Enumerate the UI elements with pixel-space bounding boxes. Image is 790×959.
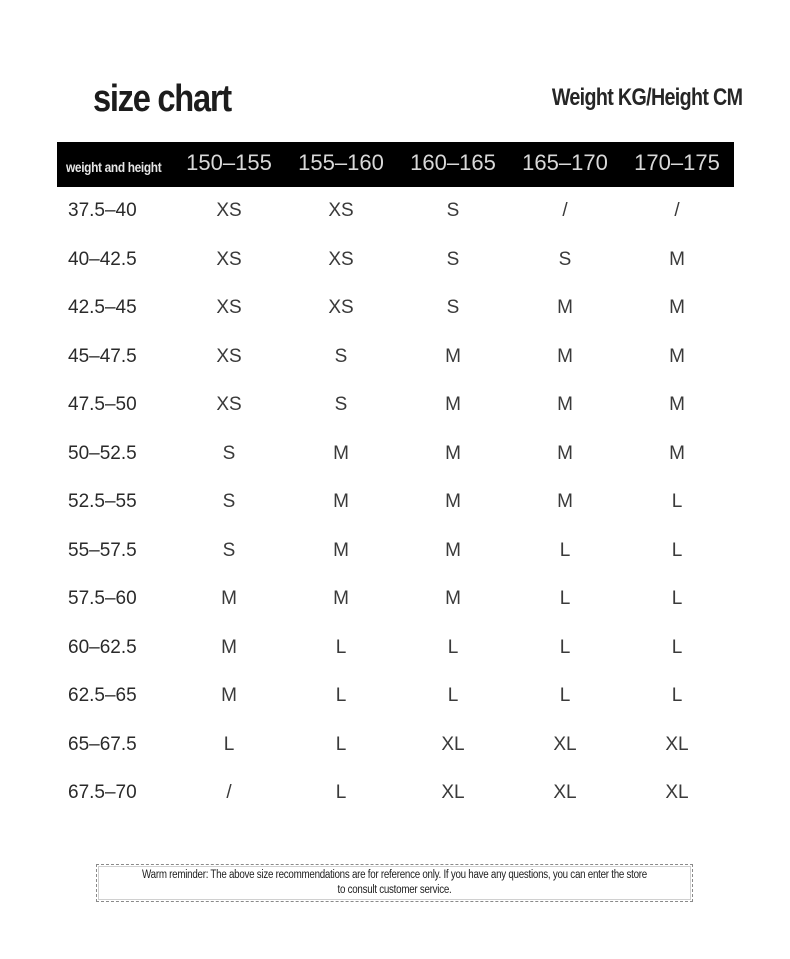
size-cell: M (333, 491, 349, 512)
table-row (57, 430, 734, 478)
units-subtitle: Weight KG/Height CM (551, 84, 742, 111)
size-cell: S (222, 539, 236, 561)
weight-range-label: 55–57.5 (68, 539, 137, 561)
header-height-range: 160–165 (410, 150, 496, 175)
size-cell: L (335, 636, 347, 658)
header-height-range: 155–160 (298, 150, 384, 175)
size-cell: XL (553, 733, 577, 755)
size-cell: M (557, 394, 573, 415)
size-cell: M (445, 442, 461, 464)
size-cell: L (335, 782, 347, 803)
table-row (57, 284, 734, 332)
size-cell: XL (441, 733, 465, 755)
size-cell: L (671, 491, 683, 512)
size-cell: L (559, 636, 571, 658)
table-row (57, 236, 734, 284)
size-cell: M (333, 442, 349, 464)
size-cell: / (226, 782, 232, 803)
size-cell: S (446, 248, 460, 270)
size-cell: XL (665, 782, 689, 803)
size-cell: L (671, 539, 683, 561)
size-cell: XS (328, 248, 354, 270)
header-height-range: 165–170 (522, 150, 608, 175)
size-cell: M (557, 345, 573, 367)
size-cell: L (671, 588, 683, 609)
warm-reminder-box (96, 864, 693, 902)
table-row (57, 721, 734, 769)
weight-range-label: 67.5–70 (68, 782, 137, 803)
size-cell: M (445, 394, 461, 415)
size-cell: M (445, 491, 461, 512)
size-cell: XS (216, 200, 242, 221)
size-cell: XS (328, 297, 354, 318)
size-cell: S (446, 200, 460, 221)
size-cell: M (445, 588, 461, 609)
size-cell: L (335, 733, 347, 755)
table-row (57, 333, 734, 381)
table-row (57, 187, 734, 235)
size-cell: XS (216, 345, 242, 367)
size-cell: M (333, 539, 349, 561)
size-cell: L (335, 685, 347, 706)
size-cell: M (557, 297, 573, 318)
table-header (57, 142, 734, 187)
size-cell: L (671, 685, 683, 706)
weight-range-label: 42.5–45 (68, 297, 137, 318)
weight-range-label: 52.5–55 (68, 491, 137, 512)
weight-range-label: 60–62.5 (68, 636, 137, 658)
size-cell: / (562, 200, 568, 221)
size-cell: S (334, 394, 348, 415)
size-cell: L (447, 685, 459, 706)
size-cell: S (222, 491, 236, 512)
size-cell: M (333, 588, 349, 609)
size-cell: L (559, 588, 571, 609)
size-cell: XS (216, 297, 242, 318)
table-row (57, 478, 734, 526)
weight-range-label: 40–42.5 (68, 248, 137, 270)
size-cell: L (447, 636, 459, 658)
weight-range-label: 57.5–60 (68, 588, 137, 609)
size-cell: S (558, 248, 572, 270)
table-row (57, 575, 734, 623)
size-cell: M (557, 491, 573, 512)
size-cell: M (221, 685, 237, 706)
size-cell: L (559, 685, 571, 706)
weight-range-label: 45–47.5 (68, 345, 137, 367)
size-cell: S (446, 297, 460, 318)
weight-range-label: 62.5–65 (68, 685, 137, 706)
size-cell: XS (216, 394, 242, 415)
weight-range-label: 47.5–50 (68, 394, 137, 415)
size-cell: M (445, 345, 461, 367)
size-cell: S (334, 345, 348, 367)
size-cell: M (221, 588, 237, 609)
size-cell: XL (441, 782, 465, 803)
size-cell: M (669, 394, 685, 415)
header-height-range: 170–175 (634, 150, 720, 175)
size-cell: L (223, 733, 235, 755)
size-cell: M (445, 539, 461, 561)
size-cell: M (221, 636, 237, 658)
size-cell: M (669, 442, 685, 464)
size-cell: L (671, 636, 683, 658)
size-cell: M (669, 297, 685, 318)
size-cell: XL (553, 782, 577, 803)
size-cell: XS (328, 200, 354, 221)
size-cell: M (669, 345, 685, 367)
size-cell: XS (216, 248, 242, 270)
table-row (57, 624, 734, 672)
table-row (57, 381, 734, 429)
table-row (57, 527, 734, 575)
table-row (57, 769, 734, 817)
page-title: size chart (93, 78, 231, 120)
table-row (57, 672, 734, 720)
header-corner-label: weight and height (66, 159, 162, 175)
size-cell: L (559, 539, 571, 561)
header-height-range: 150–155 (186, 150, 272, 175)
size-cell: XL (665, 733, 689, 755)
size-cell: / (674, 200, 680, 221)
weight-range-label: 37.5–40 (68, 200, 137, 221)
size-cell: M (557, 442, 573, 464)
warm-reminder-text: Warm reminder: The above size recommendations are for reference only. If you have any questions, you can enter the store to consult customer service. (142, 869, 647, 896)
size-cell: M (669, 248, 685, 270)
weight-range-label: 65–67.5 (68, 733, 137, 755)
size-cell: S (222, 442, 236, 464)
weight-range-label: 50–52.5 (68, 442, 137, 464)
